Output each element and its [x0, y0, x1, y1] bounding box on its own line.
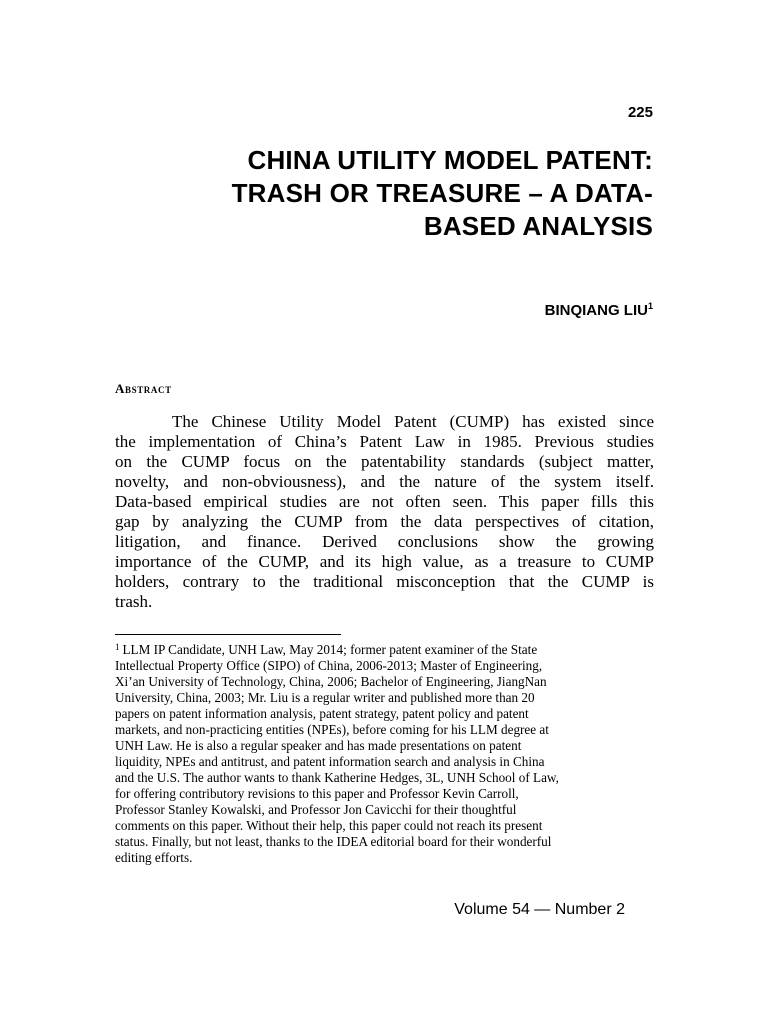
- footnote-text: LLM IP Candidate, UNH Law, May 2014; former patent examiner of the State: [122, 642, 538, 657]
- footnote-line: [115, 642, 655, 658]
- abstract-line: Data-based empirical studies are not often seen. This paper fills this: [115, 492, 654, 511]
- journal-volume-footer: Volume 54 — Number 2: [454, 901, 625, 918]
- page-number: 225: [627, 104, 653, 121]
- article-title: [133, 144, 653, 243]
- footnote-line: for offering contributory revisions to this paper and Professor Kevin Carroll,: [115, 786, 519, 801]
- footnote-line: liquidity, NPEs and antitrust, and patent information search and analysis in China: [115, 754, 545, 769]
- abstract-line: gap by analyzing the CUMP from the data perspectives of citation,: [115, 512, 654, 531]
- author-byline: [545, 302, 653, 319]
- author-name: BINQIANG LIU: [544, 302, 648, 319]
- author-footnote-ref: 1: [647, 301, 653, 311]
- abstract-line: litigation, and finance. Derived conclusions show the growing: [115, 532, 654, 551]
- footnote: [115, 642, 655, 866]
- abstract-line: The Chinese Utility Model Patent (CUMP) has existed since: [172, 412, 654, 431]
- abstract-line: on the CUMP focus on the patentability standards (subject matter,: [115, 452, 654, 471]
- footnote-line: UNH Law. He is also a regular speaker and has made presentations on patent: [115, 738, 522, 753]
- footnote-line: status. Finally, but not least, thanks to the IDEA editorial board for their wonderful: [115, 834, 552, 849]
- abstract-line: importance of the CUMP, and its high value, as a treasure to CUMP: [115, 552, 654, 571]
- footnote-line: Intellectual Property Office (SIPO) of China, 2006-2013; Master of Engineering,: [115, 658, 543, 673]
- footnote-line: markets, and non-practicing entities (NPEs), before coming for his LLM degree at: [115, 722, 549, 737]
- abstract-line: holders, contrary to the traditional misconception that the CUMP is: [115, 572, 654, 591]
- abstract-line: trash.: [115, 592, 153, 611]
- abstract-line: novelty, and non-obviousness), and the nature of the system itself.: [115, 472, 654, 491]
- title-line: CHINA UTILITY MODEL PATENT:: [247, 145, 653, 175]
- footnote-line: papers on patent information analysis, patent strategy, patent policy and patent: [115, 706, 529, 721]
- title-line: BASED ANALYSIS: [423, 211, 653, 241]
- footnote-line: editing efforts.: [115, 850, 193, 865]
- footnote-line: comments on this paper. Without their help, this paper could not reach its present: [115, 818, 543, 833]
- abstract-paragraph: [115, 412, 654, 612]
- footnote-divider: [115, 634, 341, 635]
- abstract-heading: Abstract: [115, 381, 172, 396]
- footnote-line: Xi’an University of Technology, China, 2006; Bachelor of Engineering, JiangNan: [115, 674, 547, 689]
- abstract-line: the implementation of China’s Patent Law in 1985. Previous studies: [115, 432, 654, 451]
- footnote-line: Professor Stanley Kowalski, and Professor Jon Cavicchi for their thoughtful: [115, 802, 517, 817]
- title-line: TRASH OR TREASURE – A DATA-: [231, 178, 653, 208]
- footnote-line: and the U.S. The author wants to thank Katherine Hedges, 3L, UNH School of Law,: [115, 770, 559, 785]
- footnote-marker: 1: [115, 642, 120, 652]
- footnote-line: University, China, 2003; Mr. Liu is a regular writer and published more than 20: [115, 690, 535, 705]
